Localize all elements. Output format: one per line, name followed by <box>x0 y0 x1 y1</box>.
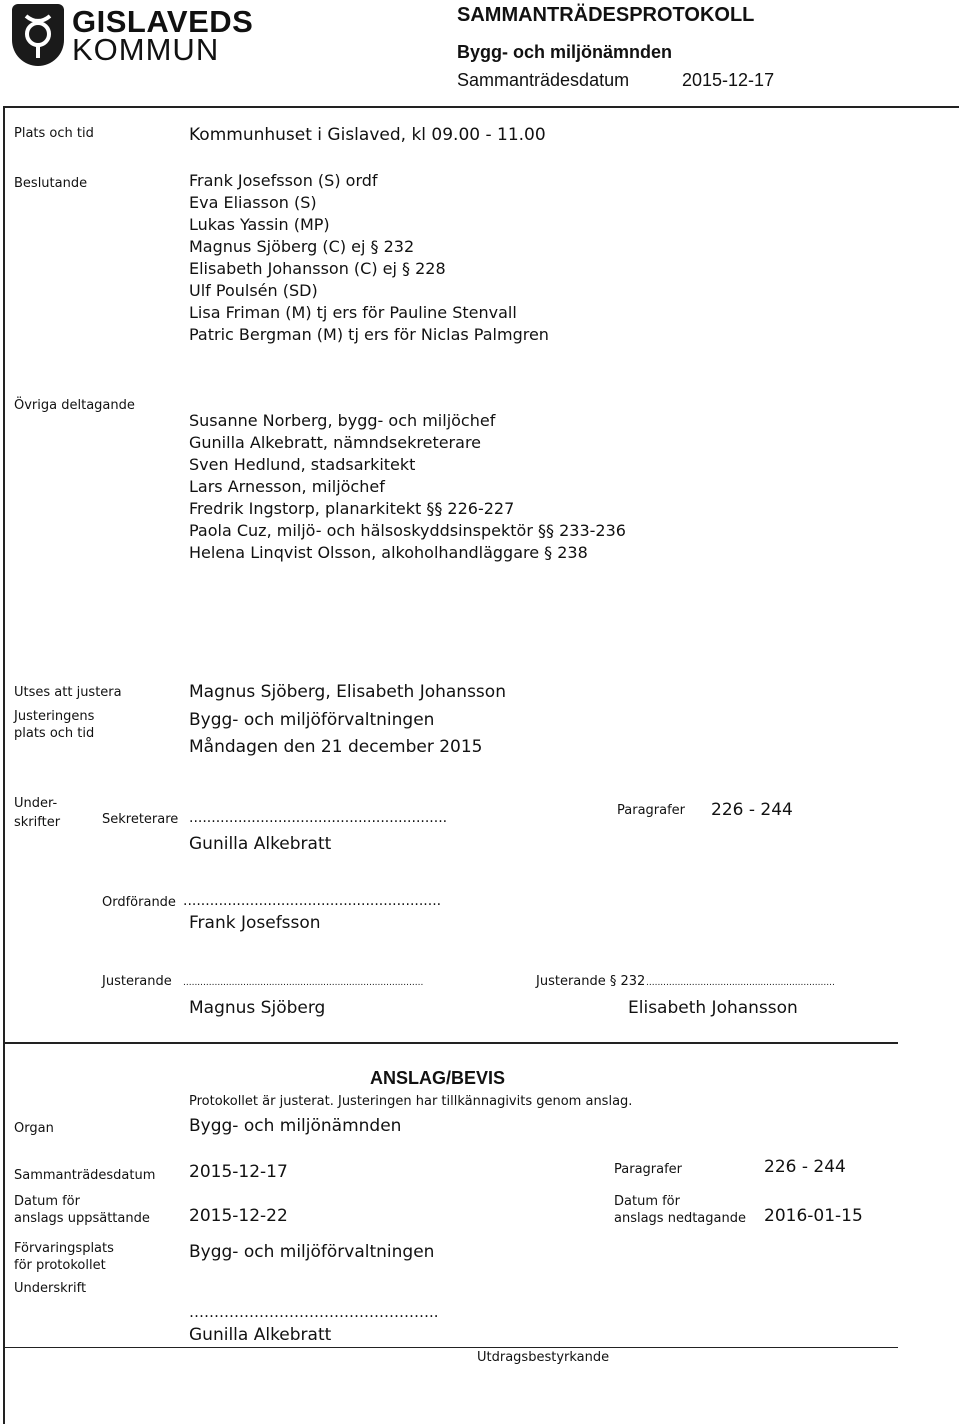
underskrift-name: Gunilla Alkebratt <box>189 1325 332 1345</box>
utses-value: Magnus Sjöberg, Elisabeth Johansson <box>189 682 506 702</box>
beslutande-list <box>189 170 549 346</box>
organ-label: Organ <box>14 1121 54 1136</box>
justerande2-label: Justerande § 232 <box>536 974 646 989</box>
justerande-signature-line: .................................................................................... <box>183 978 424 988</box>
ovriga-label: Övriga deltagande <box>14 398 135 413</box>
uppsattande-value: 2015-12-22 <box>189 1206 288 1226</box>
list-item: Lisa Friman (M) tj ers för Pauline Stenvall <box>189 303 517 322</box>
beslutande-label: Beslutande <box>14 176 88 191</box>
kommun-emblem-icon <box>12 4 64 66</box>
anslag-paragrafer-label: Paragrafer <box>614 1162 683 1177</box>
list-item: Patric Bergman (M) tj ers för Niclas Palmgren <box>189 325 549 344</box>
list-item: Helena Linqvist Olsson, alkoholhandläggare § 238 <box>189 543 588 562</box>
list-item: Ulf Poulsén (SD) <box>189 281 318 300</box>
sekreterare-signature-line: .......................................................... <box>189 810 448 826</box>
justering-plats-label-2: plats och tid <box>14 726 95 741</box>
paragrafer-value: 226 - 244 <box>711 800 793 820</box>
paragrafer-label: Paragrafer <box>617 803 686 818</box>
anslag-separator <box>3 1042 898 1044</box>
underskrift-label: Underskrift <box>14 1281 87 1296</box>
justering-plats-label-1: Justeringens <box>14 709 95 724</box>
uppsattande-label-2: anslags uppsättande <box>14 1211 150 1226</box>
forvaring-label-2: för protokollet <box>14 1258 106 1273</box>
list-item: Lukas Yassin (MP) <box>189 215 330 234</box>
nedtagande-label-2: anslags nedtagande <box>614 1211 746 1226</box>
meeting-date-value: 2015-12-17 <box>682 70 775 90</box>
ordforande-label: Ordförande <box>102 895 176 910</box>
list-item: Eva Eliasson (S) <box>189 193 317 212</box>
list-item: Gunilla Alkebratt, nämndsekreterare <box>189 433 482 452</box>
ovriga-list <box>189 410 626 564</box>
list-item: Elisabeth Johansson (C) ej § 228 <box>189 259 446 278</box>
nedtagande-value: 2016-01-15 <box>764 1206 863 1226</box>
anslag-datum-value: 2015-12-17 <box>189 1162 288 1182</box>
list-item: Paola Cuz, miljö- och hälsoskyddsinspektör §§ 233-236 <box>189 521 626 540</box>
meeting-date-label: Sammanträdesdatum <box>457 70 630 90</box>
top-border <box>3 106 959 108</box>
logo-text-gislaveds: GISLAVEDS <box>72 4 254 39</box>
document-subtitle: Bygg- och miljönämnden <box>457 42 673 62</box>
sekreterare-name: Gunilla Alkebratt <box>189 834 332 854</box>
justerande2-name: Elisabeth Johansson <box>628 998 798 1018</box>
list-item: Fredrik Ingstorp, planarkitekt §§ 226-227 <box>189 499 515 518</box>
justering-tid-value: Måndagen den 21 december 2015 <box>189 737 483 757</box>
organ-value: Bygg- och miljönämnden <box>189 1116 402 1136</box>
document-title: SAMMANTRÄDESPROTOKOLL <box>457 4 755 26</box>
nedtagande-label-1: Datum för <box>614 1194 680 1209</box>
underskrifter-label-2: skrifter <box>14 815 61 830</box>
sekreterare-label: Sekreterare <box>102 812 179 827</box>
anslag-note: Protokollet är justerat. Justeringen har tillkännagivits genom anslag. <box>189 1094 633 1109</box>
forvaring-label-1: Förvaringsplats <box>14 1241 114 1256</box>
justerande-name: Magnus Sjöberg <box>189 998 326 1018</box>
left-border <box>3 106 5 1424</box>
anslag-title: ANSLAG/BEVIS <box>370 1068 506 1088</box>
list-item: Lars Arnesson, miljöchef <box>189 477 385 496</box>
uppsattande-label-1: Datum för <box>14 1194 80 1209</box>
anslag-datum-label: Sammanträdesdatum <box>14 1168 156 1183</box>
place-label: Plats och tid <box>14 126 94 141</box>
underskrifter-label-1: Under- <box>14 796 58 811</box>
ordforande-signature-line: .......................................................... <box>183 893 442 909</box>
logo-emblem <box>12 4 64 66</box>
underskrift-signature-line: ………………………………………….. <box>189 1303 439 1321</box>
place-value: Kommunhuset i Gislaved, kl 09.00 - 11.00 <box>189 125 546 145</box>
forvaring-value: Bygg- och miljöförvaltningen <box>189 1242 435 1262</box>
justerande-label: Justerande <box>102 974 172 989</box>
list-item: Susanne Norberg, bygg- och miljöchef <box>189 411 496 430</box>
ordforande-name: Frank Josefsson <box>189 913 321 933</box>
logo-text-kommun: KOMMUN <box>72 32 220 67</box>
list-item: Magnus Sjöberg (C) ej § 232 <box>189 237 415 256</box>
utses-label: Utses att justera <box>14 685 122 700</box>
list-item: Frank Josefsson (S) ordf <box>189 171 378 190</box>
justerande2-signature-line: .................................................................. <box>646 978 835 988</box>
bottom-border <box>3 1347 898 1348</box>
list-item: Sven Hedlund, stadsarkitekt <box>189 455 416 474</box>
anslag-paragrafer-value: 226 - 244 <box>764 1157 846 1177</box>
justering-plats-value: Bygg- och miljöförvaltningen <box>189 710 435 730</box>
utdragsbestyrkande-label: Utdragsbestyrkande <box>477 1350 610 1365</box>
